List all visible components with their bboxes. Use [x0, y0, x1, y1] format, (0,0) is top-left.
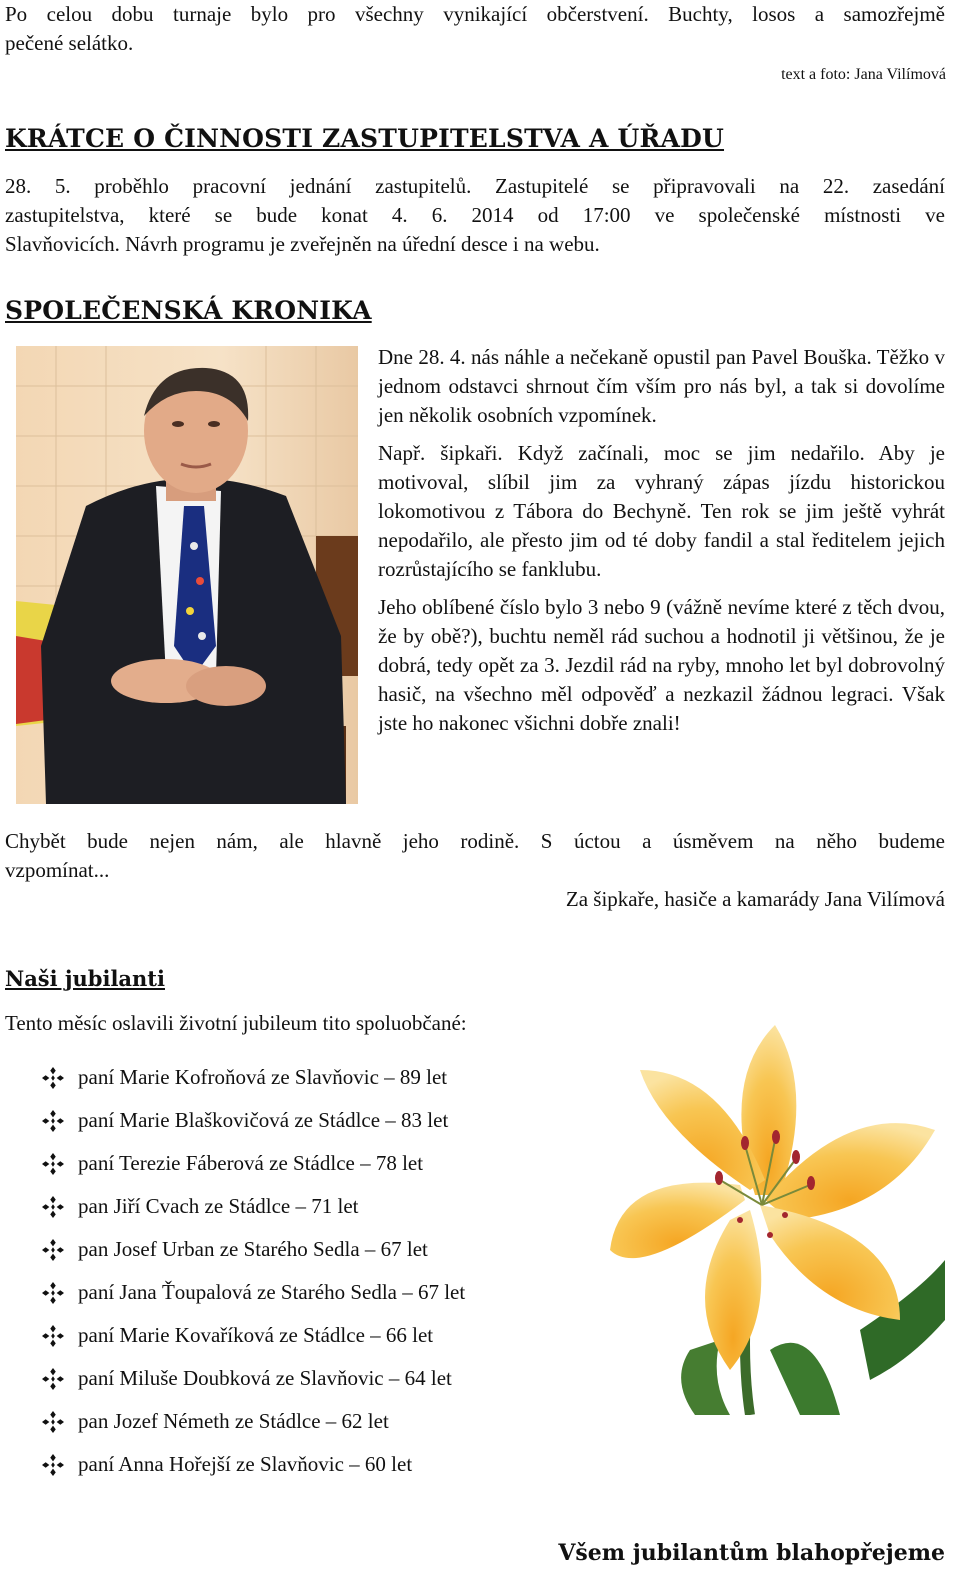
list-item: [42, 1099, 582, 1142]
list-item: [42, 1228, 582, 1271]
four-diamond-bullet-icon: [42, 1196, 64, 1218]
four-diamond-bullet-icon: [42, 1368, 64, 1390]
four-diamond-bullet-icon: [42, 1153, 64, 1175]
congratulations-text: Všem jubilantům blahopřejeme: [558, 1540, 945, 1566]
list-item: [42, 1357, 582, 1400]
jubilees-list: [42, 1056, 582, 1486]
chronicle-heading: SPOLEČENSKÁ KRONIKA: [5, 296, 372, 325]
four-diamond-bullet-icon: [42, 1411, 64, 1433]
list-item: [42, 1142, 582, 1185]
list-item: [42, 1443, 582, 1486]
jubilee-name: paní Anna Hořejší ze Slavňovic – 60 let: [78, 1452, 413, 1476]
list-item: [42, 1185, 582, 1228]
photo-credit: text a foto: Jana Vilímová: [781, 66, 946, 83]
list-item: [42, 1400, 582, 1443]
jubilee-name: pan Jozef Németh ze Stádlce – 62 let: [78, 1409, 389, 1433]
portrait-photo-graphic: [16, 346, 358, 804]
portrait-photo: [16, 346, 358, 804]
list-item: [42, 1314, 582, 1357]
jubilee-name: pan Jiří Cvach ze Stádlce – 71 let: [78, 1194, 359, 1218]
chronicle-text: [378, 343, 945, 738]
jubilee-name: paní Miluše Doubková ze Slavňovic – 64 let: [78, 1366, 452, 1390]
jubilee-name: paní Marie Blaškovičová ze Stádlce – 83 let: [78, 1108, 449, 1132]
jubilee-name: paní Marie Kovaříková ze Stádlce – 66 let: [78, 1323, 434, 1347]
chronicle-paragraph-2: Např. šipkaři. Když začínali, moc se jim nedařilo. Aby je motivoval, slíbil jim za vyhraný zápas jízdu historickou lokomotivou z Tábora do Bechyně. Ten rok se jim ještě vyhrát nepodařilo, ale přesto jim od té doby fandil a stal ředitelem jejich rozrůstajícího se fanklubu.: [378, 441, 945, 581]
list-item: [42, 1271, 582, 1314]
jubilee-name: pan Josef Urban ze Starého Sedla – 67 let: [78, 1237, 428, 1261]
closing-line-2: vzpomínat...: [5, 858, 110, 882]
jubilees-heading: Naši jubilanti: [5, 966, 165, 991]
four-diamond-bullet-icon: [42, 1454, 64, 1476]
signature: Za šipkaře, hasiče a kamarády Jana Vilímová: [565, 887, 945, 911]
council-line-1: 28. 5. proběhlo pracovní jednání zastupitelů. Zastupitelé se připravovali na 22. zasedání: [5, 174, 945, 198]
jubilee-name: paní Marie Kofroňová ze Slavňovic – 89 let: [78, 1065, 448, 1089]
four-diamond-bullet-icon: [42, 1282, 64, 1304]
lily-flower-graphic: [600, 1020, 945, 1415]
chronicle-paragraph-1: Dne 28. 4. nás náhle a nečekaně opustil pan Pavel Bouška. Těžko v jednom odstavci shrnout čím vším pro nás byl, a tak si dovolíme jen několik osobních vzpomínek.: [378, 345, 945, 427]
jubilee-name: paní Terezie Fáberová ze Stádlce – 78 let: [78, 1151, 424, 1175]
council-line-3: Slavňovicích. Návrh programu je zveřejněn na úřední desce i na webu.: [5, 232, 600, 256]
four-diamond-bullet-icon: [42, 1325, 64, 1347]
jubilee-name: paní Jana Ťoupalová ze Starého Sedla – 67 let: [78, 1280, 466, 1304]
chronicle-paragraph-3: Jeho oblíbené číslo bylo 3 nebo 9 (vážně nevíme které z těch dvou, že by obě?), buchtu neměl rád suchou a hodnotil ji většinou, že je dobrá, tedy opět za 3. Jezdil rád na ryby, mnoho let byl dobrovolný hasič, na všechno měl odpověď a nezkazil žádnou legraci. Však jste ho nakonec všichni dobře znali!: [378, 595, 945, 735]
council-line-2: zastupitelstva, které se bude konat 4. 6. 2014 od 17:00 ve společenské místnosti ve: [5, 203, 945, 227]
four-diamond-bullet-icon: [42, 1239, 64, 1261]
four-diamond-bullet-icon: [42, 1067, 64, 1089]
jubilees-intro: Tento měsíc oslavili životní jubileum tito spoluobčané:: [5, 1011, 467, 1035]
intro-line-1: Po celou dobu turnaje bylo pro všechny vynikající občerstvení. Buchty, losos a samozřejmě: [5, 2, 945, 26]
closing-line-1: Chybět bude nejen nám, ale hlavně jeho rodině. S úctou a úsměvem na něho budeme: [5, 829, 945, 853]
four-diamond-bullet-icon: [42, 1110, 64, 1132]
council-heading: KRÁTCE O ČINNOSTI ZASTUPITELSTVA A ÚŘADU: [5, 124, 725, 153]
intro-line-2: pečené selátko.: [5, 31, 134, 55]
lily-flower-image: [600, 1020, 945, 1415]
list-item: [42, 1056, 582, 1099]
